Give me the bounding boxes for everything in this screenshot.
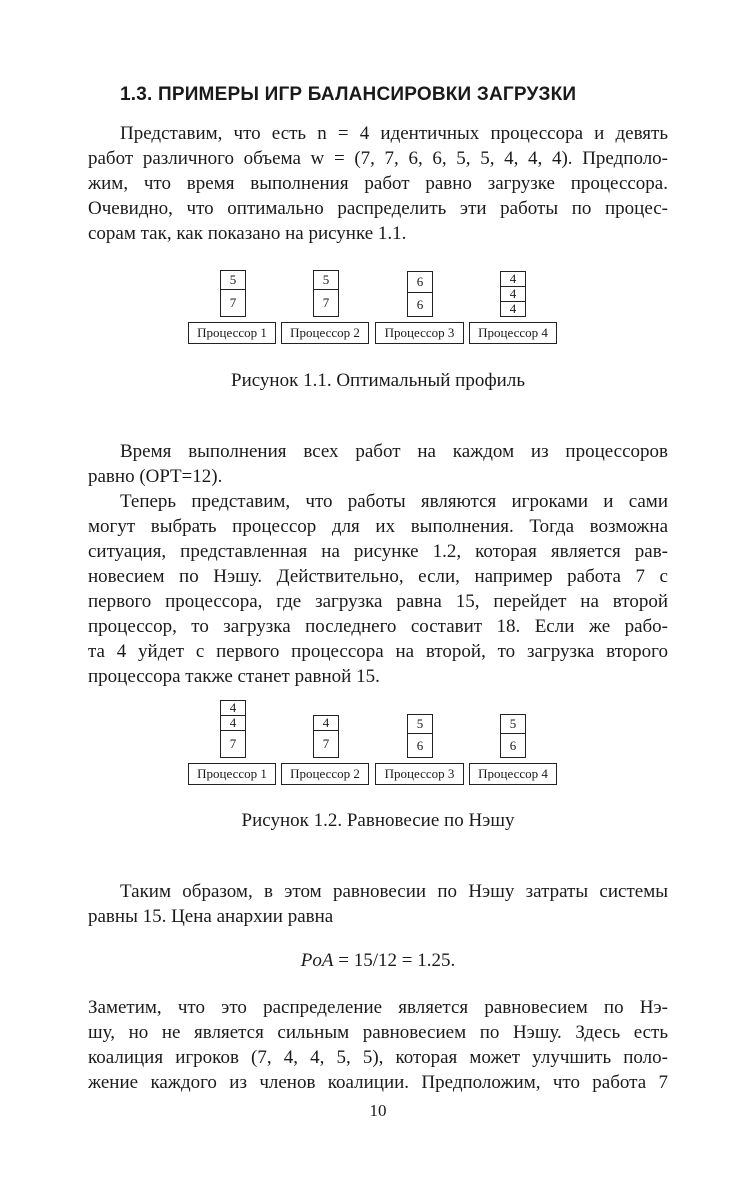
processor-label: Процессор 4 <box>469 322 557 344</box>
job-block: 7 <box>313 730 339 758</box>
paragraph-opt <box>88 439 668 489</box>
page-number: 10 <box>369 1101 387 1120</box>
paragraph-line: сорам так, как показано на рисунке 1.1. <box>88 223 407 244</box>
job-block: 4 <box>500 286 526 302</box>
formula-rhs: = 15/12 = 1.25. <box>333 950 456 971</box>
paragraph-line: Очевидно, что оптимально распределить эти работы по процес- <box>88 198 668 219</box>
job-block: 4 <box>500 271 526 287</box>
job-block: 6 <box>500 733 526 758</box>
paragraph-line: жение каждого из членов коалиции. Предположим, что работа 7 <box>88 1072 668 1093</box>
paragraph-cost <box>88 879 668 929</box>
paragraph-line: процессор, то загрузка последнего составит 18. Если же рабо- <box>88 616 668 637</box>
paragraph-line: процессора также станет равной 15. <box>88 666 380 687</box>
paragraph-line: Таким образом, в этом равновесии по Нэшу затраты системы <box>120 881 668 902</box>
job-block: 5 <box>313 270 339 290</box>
formula-lhs: PoA <box>300 950 334 971</box>
paragraph-line: первого процессора, где загрузка равна 15, перейдет на второй <box>88 591 668 612</box>
paragraph-line: Теперь представим, что работы являются игроками и сами <box>120 491 668 512</box>
processor-label: Процессор 2 <box>281 322 369 344</box>
job-block: 5 <box>407 714 433 734</box>
job-block: 5 <box>220 270 246 290</box>
job-block: 6 <box>407 733 433 758</box>
job-block: 7 <box>220 289 246 317</box>
paragraph-line: шу, но не является сильным равновесием по Нэшу. Здесь есть <box>88 1022 668 1043</box>
job-block: 4 <box>220 715 246 731</box>
figure-caption: Рисунок 1.2. Равновесие по Нэшу <box>241 810 515 831</box>
processor-label: Процессор 1 <box>188 763 276 785</box>
section-heading: 1.3. ПРИМЕРЫ ИГР БАЛАНСИРОВКИ ЗАГРУЗКИ <box>120 84 577 105</box>
paragraph-coalition <box>88 995 668 1095</box>
job-block: 7 <box>220 730 246 758</box>
processor-label: Процессор 3 <box>375 322 464 344</box>
figure-caption: Рисунок 1.1. Оптимальный профиль <box>231 370 525 391</box>
paragraph-line: коалиция игроков (7, 4, 4, 5, 5), которая может улучшить поло- <box>88 1047 668 1068</box>
paragraph-line: работ различного объема w = (7, 7, 6, 6, 5, 5, 4, 4, 4). Предполо- <box>88 148 668 169</box>
job-block: 6 <box>407 271 433 293</box>
job-block: 7 <box>313 289 339 317</box>
paragraph-line: Заметим, что это распределение является равновесием по Нэ- <box>88 997 668 1018</box>
paragraph-line: Время выполнения всех работ на каждом из процессоров <box>120 441 668 462</box>
paragraph-intro <box>88 121 668 246</box>
processor-label: Процессор 2 <box>281 763 369 785</box>
job-block: 4 <box>500 301 526 317</box>
paragraph-line: равно (OPT=12). <box>88 466 223 487</box>
job-block: 4 <box>220 700 246 716</box>
paragraph-line: Представим, что есть n = 4 идентичных процессора и девять <box>120 123 668 144</box>
paragraph-line: та 4 уйдет с первого процессора на второй, то загрузка второго <box>88 641 668 662</box>
processor-label: Процессор 3 <box>375 763 464 785</box>
job-block: 4 <box>313 715 339 731</box>
poa-formula <box>0 950 756 972</box>
job-block: 6 <box>407 292 433 317</box>
processor-label: Процессор 4 <box>469 763 557 785</box>
paragraph-line: могут выбрать процессор для их выполнения. Тогда возможна <box>88 516 668 537</box>
paragraph-line: равны 15. Цена анархии равна <box>88 906 334 927</box>
job-block: 5 <box>500 714 526 734</box>
paragraph-players <box>88 489 668 689</box>
paragraph-line: жим, что время выполнения работ равно загрузке процессора. <box>88 173 668 194</box>
processor-label: Процессор 1 <box>188 322 276 344</box>
paragraph-line: ситуация, представленная на рисунке 1.2, которая является рав- <box>88 541 668 562</box>
paragraph-line: новесием по Нэшу. Действительно, если, например работа 7 с <box>88 566 668 587</box>
